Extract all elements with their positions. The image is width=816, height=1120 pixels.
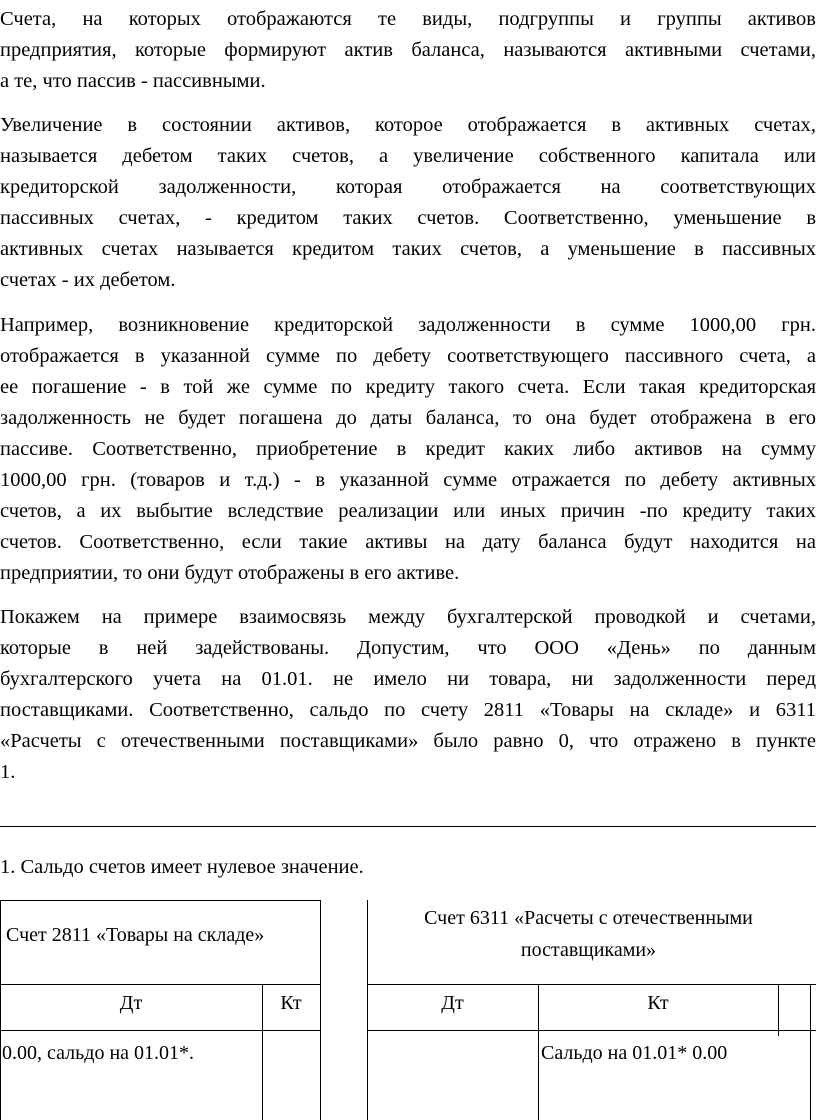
account-2811-title: Счет 2811 «Товары на складе» <box>6 924 265 946</box>
text-line: пассивных счетах, - кредитом таких счетов. Соответственно, уменьшение в <box>0 207 816 229</box>
text-line: счетах - их дебетом. <box>0 269 176 291</box>
horizontal-divider <box>0 826 816 827</box>
paragraph-2 <box>0 110 816 296</box>
paragraph-4 <box>0 602 816 788</box>
text-line: бухгалтерского учета на 01.01. не имело ни товара, ни задолженности перед <box>0 668 816 690</box>
text-line: Покажем на примере взаимосвязь между бухгалтерской проводкой и счетами, <box>0 606 816 628</box>
text-line: Например, возникновение кредиторской задолженности в сумме 1000,00 грн. <box>0 314 816 336</box>
credit-header: Кт <box>280 992 302 1014</box>
text-line: активных счетах называется кредитом таких счетов, а уменьшение в пассивных <box>0 238 816 260</box>
section-note: 1. Сальдо счетов имеет нулевое значение. <box>0 856 364 878</box>
table-border <box>778 984 779 1036</box>
text-line: предприятия, которые формируют актив баланса, называются активными счетами, <box>0 39 816 61</box>
text-line: которые в ней задействованы. Допустим, что ООО «День» по данным <box>0 637 816 659</box>
text-line: кредиторской задолженности, которая отображается на соответствующих <box>0 176 816 198</box>
credit-header: Кт <box>647 992 669 1014</box>
text-line: «Расчеты с отечественными поставщиками» было равно 0, что отражено в пункте <box>0 730 816 752</box>
table-border <box>810 984 811 1120</box>
account-6311-balance: Сальдо на 01.01* 0.00 <box>541 1042 728 1064</box>
table-border <box>367 1030 816 1031</box>
table-border <box>320 900 321 1120</box>
table-border <box>0 984 320 985</box>
text-line: Счета, на которых отображаются те виды, подгруппы и группы активов <box>0 8 816 30</box>
text-line: поставщиками. Соответственно, сальдо по счету 2811 «Товары на складе» и 6311 <box>0 699 816 721</box>
text-line: Увеличение в состоянии активов, которое отображается в активных счетах, <box>0 114 816 136</box>
debit-header: Дт <box>441 992 464 1014</box>
table-border <box>0 900 320 901</box>
account-6311-title-cont: поставщиками» <box>520 939 657 961</box>
table-border <box>367 984 816 985</box>
text-line: счетов, а их выбытие вследствие реализации или иных причин -по кредиту таких <box>0 500 816 522</box>
text-line: пассиве. Соответственно, приобретение в кредит каких либо активов на сумму <box>0 438 816 460</box>
text-line: счетов. Соответственно, если такие активы на дату баланса будут находится на <box>0 531 816 553</box>
text-line: называется дебетом таких счетов, а увеличение собственного капитала или <box>0 145 816 167</box>
text-line: а те, что пассив - пассивными. <box>0 70 266 92</box>
text-line: отображается в указанной сумме по дебету соответствующего пассивного счета, а <box>0 345 816 367</box>
debit-header: Дт <box>119 992 143 1014</box>
text-line: задолженность не будет погашена до даты баланса, то она будет отображена в его <box>0 407 816 429</box>
account-6311-title: Счет 6311 «Расчеты с отечественными <box>424 907 753 929</box>
table-border <box>0 1030 320 1031</box>
text-line: ее погашение - в той же сумме по кредиту такого счета. Если такая кредиторская <box>0 376 816 398</box>
paragraph-3 <box>0 310 816 589</box>
account-2811-balance: 0.00, сальдо на 01.01*. <box>2 1042 195 1064</box>
paragraph-1 <box>0 4 816 97</box>
text-line: 1. <box>0 761 16 783</box>
text-line: предприятии, то они будут отображены в его активе. <box>0 562 460 584</box>
text-line: 1000,00 грн. (товаров и т.д.) - в указанной сумме отражается по дебету активных <box>0 469 816 491</box>
